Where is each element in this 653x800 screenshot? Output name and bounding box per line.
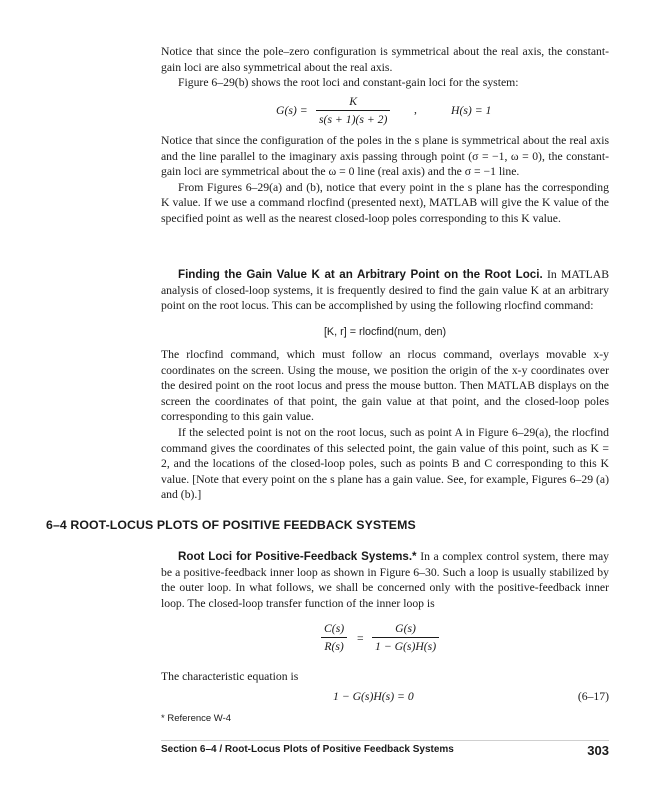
eq1-lhs: G(s) = <box>276 104 308 117</box>
eq1-separator: , <box>414 103 417 116</box>
eq2-rhs-fraction <box>372 622 439 653</box>
eq1-rhs: H(s) = 1 <box>451 104 492 117</box>
rlocfind-explanation-block <box>161 347 609 503</box>
characteristic-block <box>161 669 609 685</box>
paragraph-matlab-analysis: In MATLAB analysis of closed-loop systems, it is frequently desired to find the gain value K at an arbitrary point on the root locus. This can be accomplished by using the following rlocfind command: <box>161 268 609 313</box>
eq3-number: (6–17) <box>577 690 609 703</box>
subheading-positive-feedback: Root Loci for Positive-Feedback Systems.* <box>178 550 417 563</box>
paragraph-inner-loop: In a complex control system, there may be a positive-feedback inner loop as shown in Figure 6–30. Such a loop is usually stabilized by the outer loop. In what follows, we shall be concerned only with the positive-feedback inner loop. The closed-loop transfer function of the inner loop is <box>161 550 610 610</box>
eq2-rhs-numerator: G(s) <box>395 622 416 635</box>
footer-divider <box>161 740 609 741</box>
eq1-fraction <box>316 95 390 126</box>
paragraph-rlocfind-usage: The rlocfind command, which must follow an rlocus command, overlays movable x-y coordinates on the screen. Using the mouse, we position the origin of the x-y coordinates over the desired point on the root locus and press the mouse button. Then MATLAB displays on the screen the coordinates of that point, the gain value at that point, and the closed-loop poles corresponding to this gain value. <box>161 348 609 424</box>
discussion-block <box>161 133 609 227</box>
paragraph-symmetry: Notice that since the pole–zero configuration is symmetrical about the real axis, the constant-gain loci are also symmetrical about the real axis. <box>161 45 609 74</box>
eq3-expression: 1 − G(s)H(s) = 0 <box>333 690 414 703</box>
command-rlocfind: [K, r] = rlocfind(num, den) <box>323 326 447 338</box>
eq2-lhs-denominator: R(s) <box>321 637 347 653</box>
footnote: * Reference W-4 <box>161 713 232 724</box>
eq1-numerator: K <box>349 95 358 108</box>
eq1-denominator: s(s + 1)(s + 2) <box>316 110 390 126</box>
eq2-equals: = <box>357 632 364 645</box>
eq2-lhs-numerator: C(s) <box>324 622 345 635</box>
positive-feedback-block <box>161 549 609 611</box>
paragraph-pole-configuration: Notice that since the configuration of the poles in the s plane is symmetrical about the real axis and the line parallel to the imaginary axis passing through point (σ = −1, ω = 0), the constant-gain loci are symmetrical about the ω = 0 line (real axis) and the σ = −1 line. <box>161 134 609 179</box>
paragraph-figure-ref: Figure 6–29(b) shows the root loci and constant-gain loci for the system: <box>178 76 519 90</box>
eq2-rhs-denominator: 1 − G(s)H(s) <box>372 637 439 653</box>
eq2-lhs-fraction <box>321 622 347 653</box>
running-footer: Section 6–4 / Root-Locus Plots of Positive Feedback Systems <box>161 744 454 755</box>
paragraph-selected-point: If the selected point is not on the root locus, such as point A in Figure 6–29(a), the rlocfind command gives the coordinates of this selected point, the gain value of this point, such as K = 2, and the locations of the closed-loop poles, such as points B and C corresponding to this K value. [Note that every point on the s plane has a gain value. See, for example, Figures 6–29 (a) and (b).] <box>161 425 609 502</box>
section-heading: 6–4 ROOT-LOCUS PLOTS OF POSITIVE FEEDBACK SYSTEMS <box>46 518 416 532</box>
paragraph-characteristic: The characteristic equation is <box>161 670 299 683</box>
subheading-finding-gain: Finding the Gain Value K at an Arbitrary Point on the Root Loci. <box>178 268 543 281</box>
page-number: 303 <box>587 743 609 758</box>
intro-block <box>161 44 609 91</box>
rlocfind-block <box>161 267 609 314</box>
paragraph-rlocfind-intro: From Figures 6–29(a) and (b), notice that every point in the s plane has the corresponding K value. If we use a command rlocfind (presented next), MATLAB will give the K value of the specified point as well as the nearest closed-loop poles corresponding to this K value. <box>161 180 609 225</box>
